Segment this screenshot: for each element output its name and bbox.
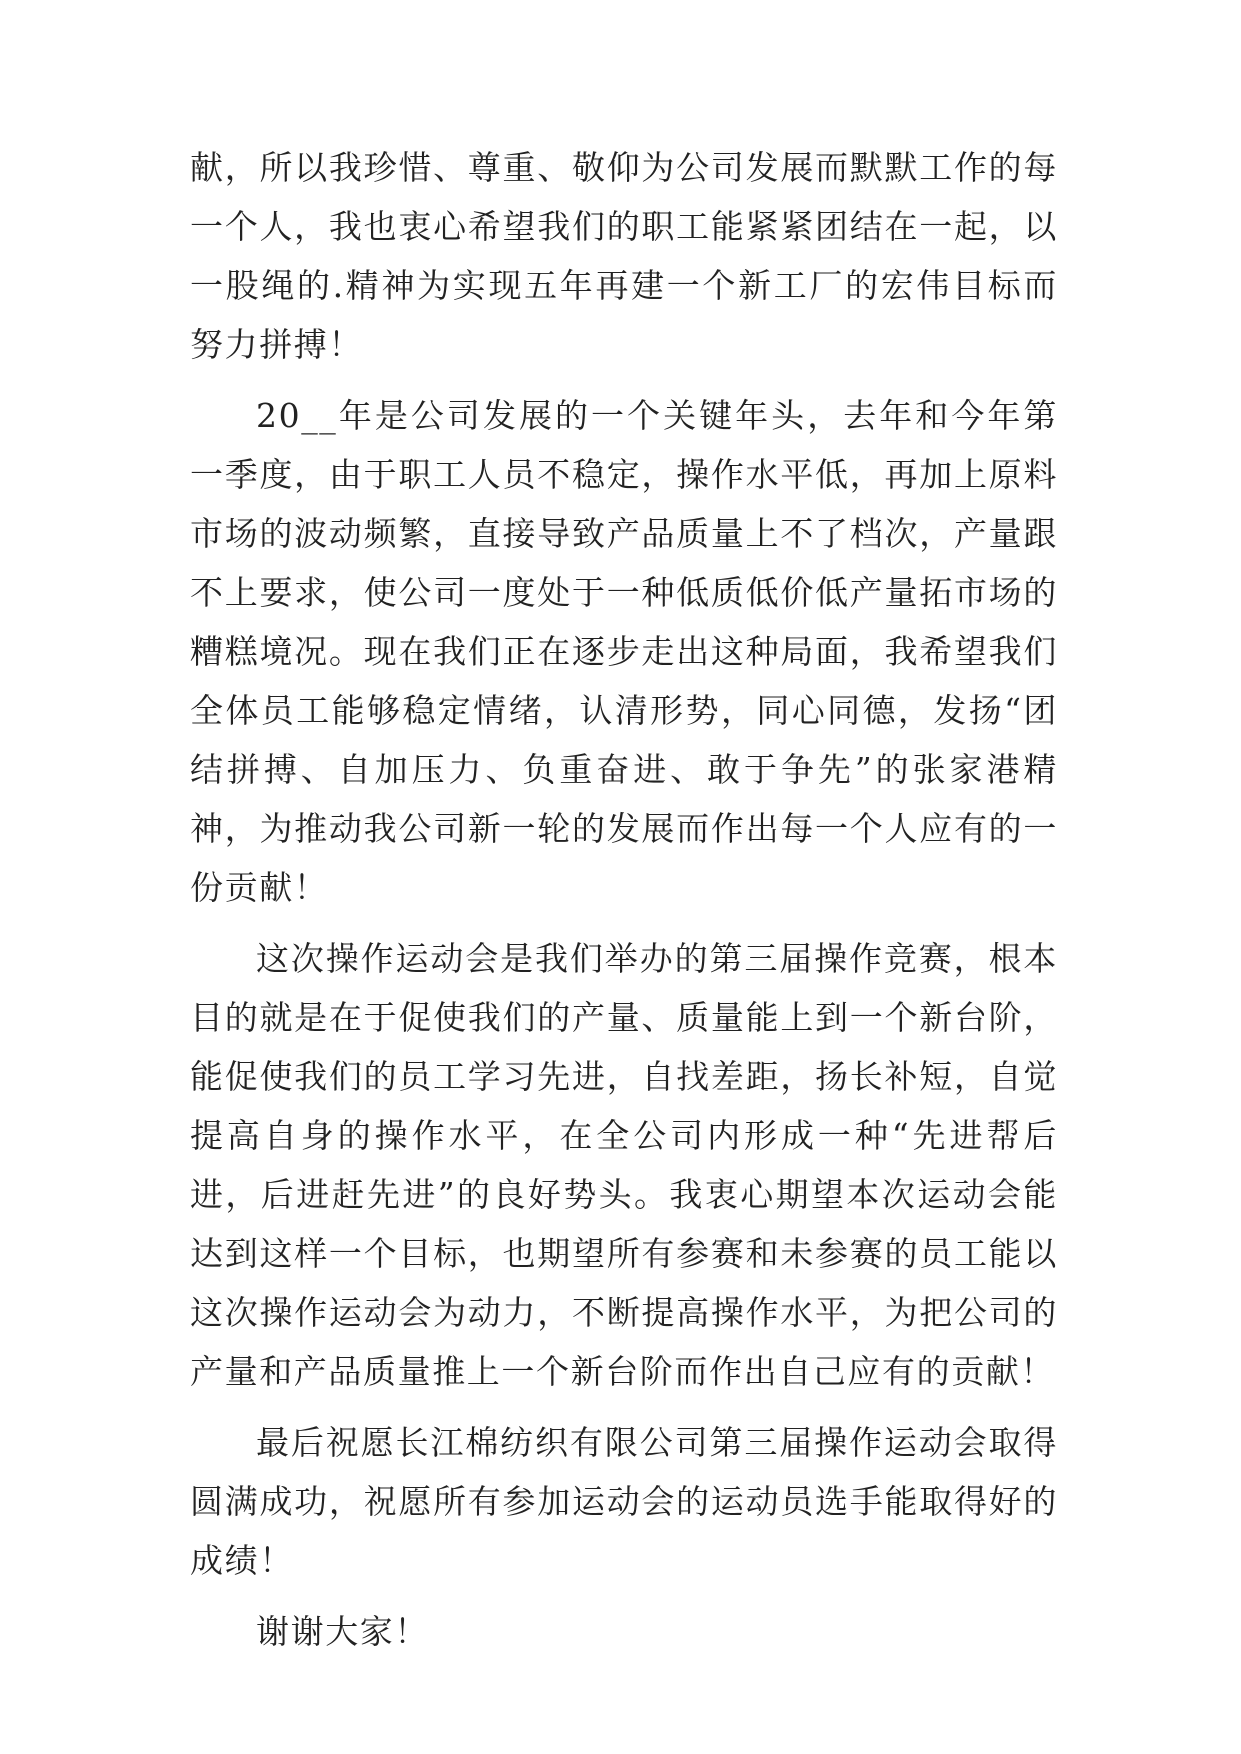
document-body [190, 138, 1058, 1673]
paragraph-continuation: 献，所以我珍惜、尊重、敬仰为公司发展而默默工作的每一个人，我也衷心希望我们的职工能紧紧团结在一起，以一股绳的.精神为实现五年再建一个新工厂的宏伟目标而努力拼搏！ [190, 148, 1058, 364]
paragraph-competition-purpose: 这次操作运动会是我们举办的第三届操作竞赛，根本目的就是在于促使我们的产量、质量能上到一个新台阶，能促使我们的员工学习先进，自找差距，扬长补短，自觉提高自身的操作水平，在全公司内形成一种“先进帮后进，后进赶先进”的良好势头。我衷心期望本次运动会能达到这样一个目标，也期望所有参赛和未参赛的员工能以这次操作运动会为动力，不断提高操作水平，为把公司的产量和产品质量推上一个新台阶而作出自己应有的贡献！ [190, 939, 1058, 1391]
paragraph-company-status: 20__年是公司发展的一个关键年头，去年和今年第一季度，由于职工人员不稳定，操作水平低，再加上原料市场的波动频繁，直接导致产品质量上不了档次，产量跟不上要求，使公司一度处于一种低质低价低产量拓市场的糟糕境况。现在我们正在逐步走出这种局面，我希望我们全体员工能够稳定情绪，认清形势，同心同德，发扬“团结拼搏、自加压力、负重奋进、敢于争先”的张家港精神，为推动我公司新一轮的发展而作出每一个人应有的一份贡献！ [190, 396, 1058, 907]
paragraph-closing-wishes: 最后祝愿长江棉纺织有限公司第三届操作运动会取得圆满成功，祝愿所有参加运动会的运动员选手能取得好的成绩！ [190, 1423, 1058, 1580]
paragraph-thanks: 谢谢大家！ [256, 1612, 429, 1651]
